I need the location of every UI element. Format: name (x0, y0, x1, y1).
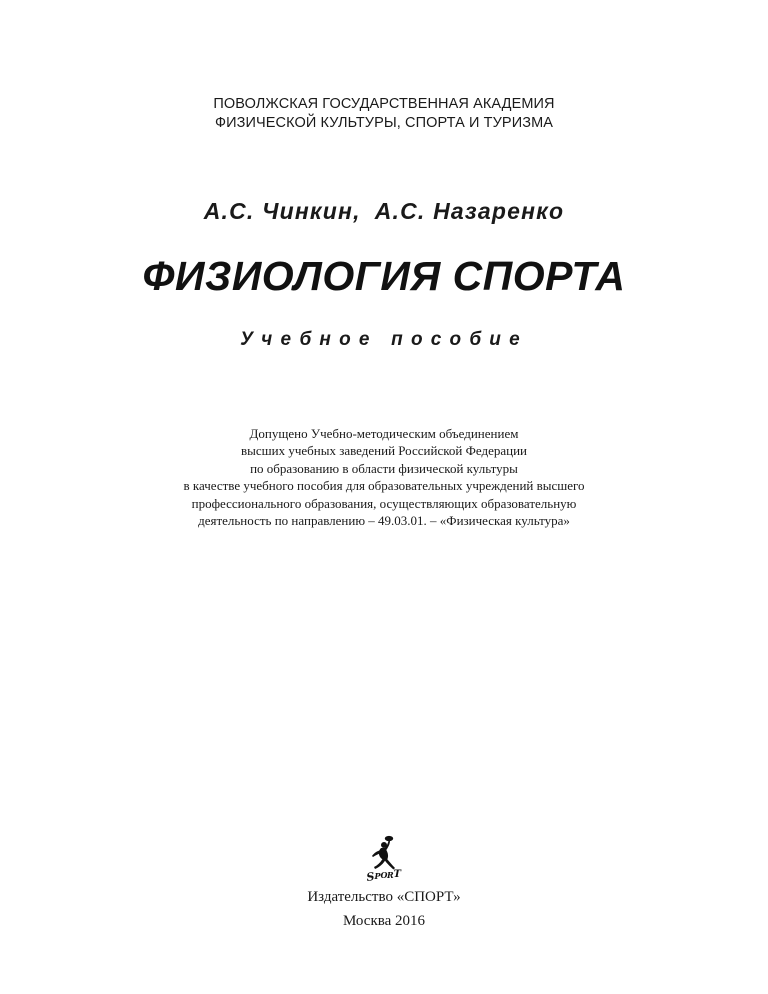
institution-line-1: ПОВОЛЖСКАЯ ГОСУДАРСТВЕННАЯ АКАДЕМИЯ (213, 96, 555, 112)
institution-line-2: ФИЗИЧЕСКОЙ КУЛЬТУРЫ, СПОРТА И ТУРИЗМА (214, 115, 554, 131)
publisher-info (0, 885, 768, 933)
approval-line-6: деятельность по направлению – 49.03.01. – «Физическая культура» (198, 513, 570, 529)
approval-line-3: по образованию в области физической культуры (250, 460, 518, 476)
publisher-name: Издательство «СПОРТ» (307, 889, 461, 905)
book-title: ФИЗИОЛОГИЯ СПОРТА (142, 253, 626, 299)
publisher-city-year: Москва 2016 (342, 913, 426, 929)
author-2: А.С. Назаренко (374, 198, 565, 224)
author-1: А.С. Чинкин, (203, 198, 361, 224)
institution-name (0, 95, 768, 133)
approval-line-2: высших учебных заведений Российской Федерации (240, 443, 527, 459)
svg-text:S: S (365, 869, 376, 884)
svg-text:O: O (380, 870, 388, 880)
svg-text:T: T (393, 869, 401, 880)
publisher-logo (364, 834, 408, 884)
book-subtitle: Учебное пособие (240, 329, 528, 350)
discus-thrower-icon (364, 834, 408, 884)
svg-text:R: R (387, 870, 394, 880)
approval-line-5: профессионального образования, осуществляющих образовательную (191, 495, 577, 511)
svg-text:P: P (374, 871, 381, 881)
approval-statement (0, 425, 768, 529)
authors (0, 196, 768, 226)
approval-line-4: в качестве учебного пособия для образовательных учреждений высшего (183, 478, 585, 494)
approval-line-1: Допущено Учебно-методическим объединением (249, 426, 519, 441)
